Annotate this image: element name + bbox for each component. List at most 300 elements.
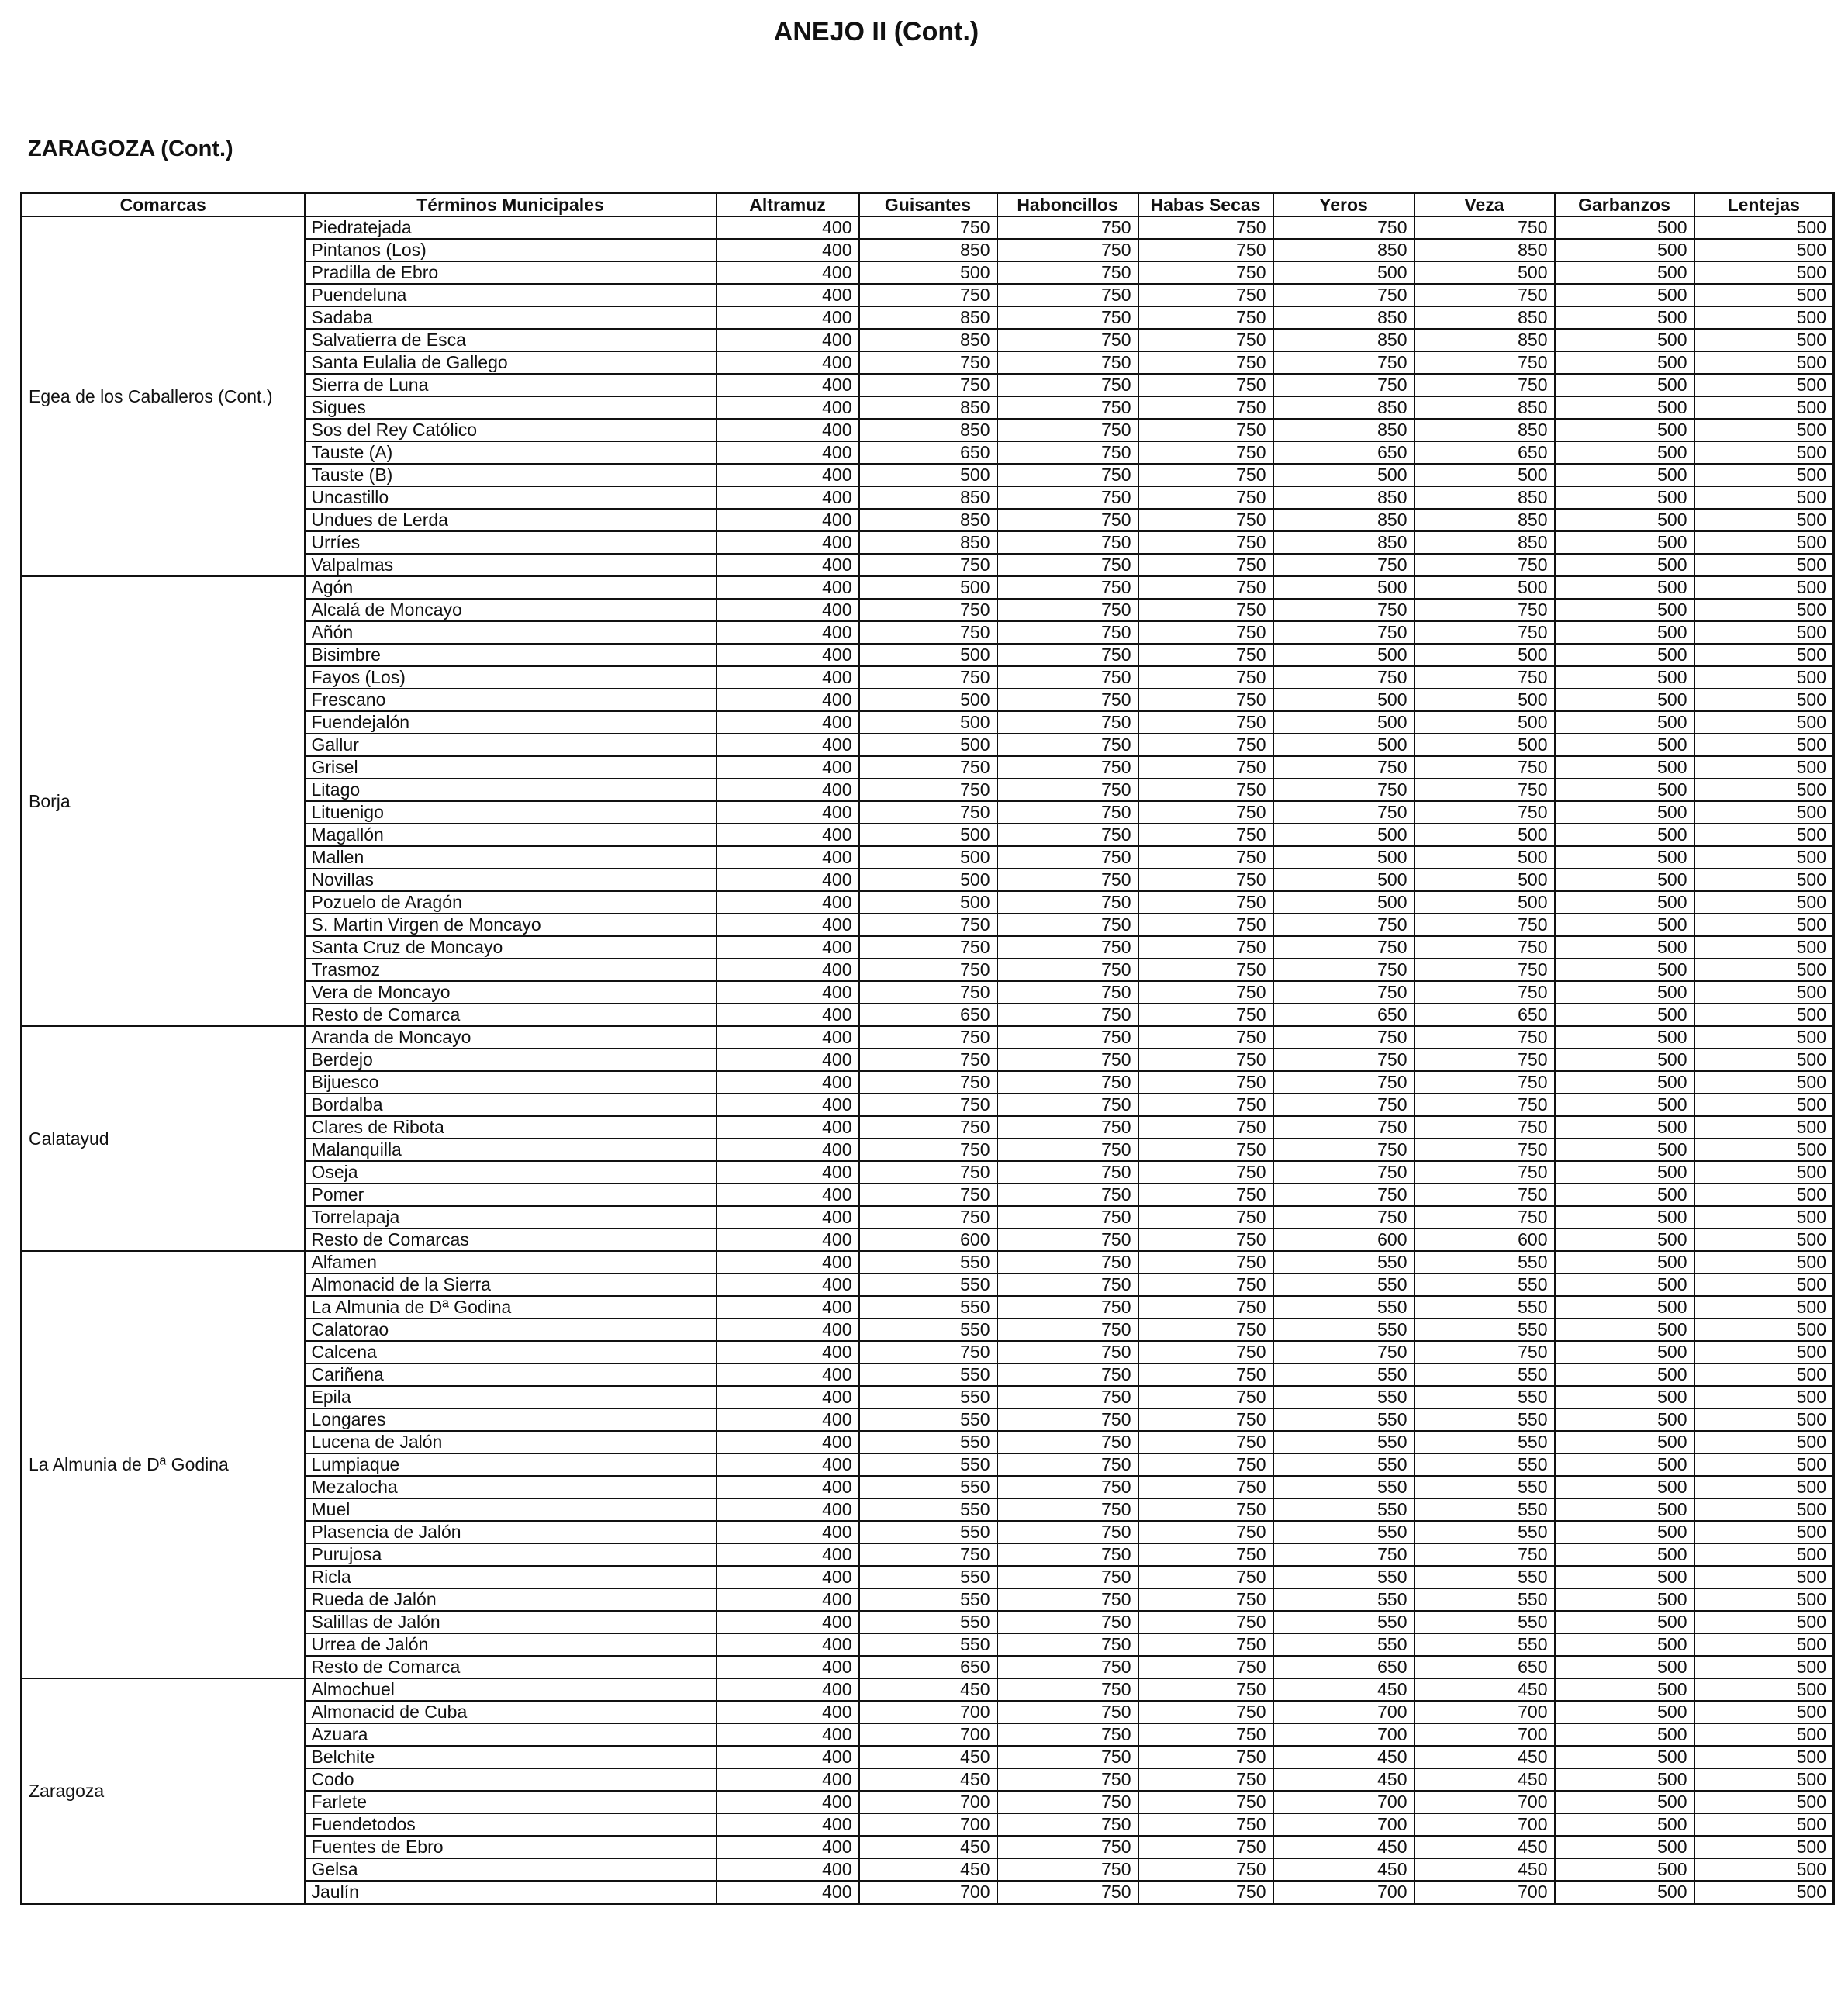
value-cell: 400 — [717, 1543, 859, 1566]
value-cell: 750 — [859, 756, 997, 779]
value-cell: 500 — [1555, 1161, 1694, 1184]
value-cell: 500 — [1273, 576, 1414, 599]
value-cell: 700 — [859, 1723, 997, 1746]
value-cell: 750 — [997, 554, 1138, 576]
value-cell: 500 — [1555, 599, 1694, 621]
value-cell: 500 — [1555, 1746, 1694, 1768]
value-cell: 750 — [997, 959, 1138, 981]
municipality-cell: Cariñena — [305, 1363, 717, 1386]
value-cell: 500 — [1694, 486, 1834, 509]
value-cell: 700 — [859, 1791, 997, 1813]
value-cell: 500 — [1555, 824, 1694, 846]
value-cell: 750 — [1138, 1049, 1273, 1071]
value-cell: 400 — [717, 689, 859, 711]
municipality-cell: Longares — [305, 1408, 717, 1431]
value-cell: 500 — [1273, 464, 1414, 486]
value-cell: 600 — [1273, 1229, 1414, 1251]
value-cell: 750 — [1138, 666, 1273, 689]
municipality-cell: Salvatierra de Esca — [305, 329, 717, 351]
municipality-cell: Lituenigo — [305, 801, 717, 824]
value-cell: 750 — [1138, 509, 1273, 531]
value-cell: 400 — [717, 1274, 859, 1296]
value-cell: 500 — [1555, 1363, 1694, 1386]
table-row — [22, 1251, 1834, 1274]
municipality-cell: Belchite — [305, 1746, 717, 1768]
value-cell: 750 — [997, 644, 1138, 666]
value-cell: 450 — [859, 1678, 997, 1701]
municipality-cell: Piedratejada — [305, 216, 717, 239]
municipality-cell: Jaulín — [305, 1881, 717, 1904]
value-cell: 750 — [997, 936, 1138, 959]
column-header: Haboncillos — [997, 193, 1138, 217]
value-cell: 500 — [1555, 1318, 1694, 1341]
value-cell: 500 — [1414, 576, 1555, 599]
value-cell: 500 — [1555, 1858, 1694, 1881]
value-cell: 750 — [1138, 824, 1273, 846]
value-cell: 400 — [717, 351, 859, 374]
value-cell: 750 — [1138, 1498, 1273, 1521]
value-cell: 750 — [1414, 1139, 1555, 1161]
municipality-cell: Fayos (Los) — [305, 666, 717, 689]
value-cell: 750 — [859, 936, 997, 959]
value-cell: 550 — [1273, 1498, 1414, 1521]
value-cell: 500 — [1555, 1566, 1694, 1588]
value-cell: 750 — [859, 1543, 997, 1566]
value-cell: 500 — [859, 824, 997, 846]
value-cell: 400 — [717, 1431, 859, 1453]
value-cell: 550 — [859, 1633, 997, 1656]
value-cell: 750 — [997, 1656, 1138, 1678]
value-cell: 750 — [1273, 1116, 1414, 1139]
value-cell: 750 — [1138, 1094, 1273, 1116]
value-cell: 750 — [997, 329, 1138, 351]
value-cell: 500 — [1555, 644, 1694, 666]
value-cell: 500 — [859, 644, 997, 666]
value-cell: 500 — [1694, 554, 1834, 576]
comarca-cell: Borja — [22, 576, 305, 1026]
value-cell: 850 — [1414, 419, 1555, 441]
value-cell: 750 — [859, 981, 997, 1004]
value-cell: 500 — [1273, 711, 1414, 734]
value-cell: 750 — [1138, 1386, 1273, 1408]
value-cell: 750 — [1138, 1363, 1273, 1386]
value-cell: 750 — [1138, 1723, 1273, 1746]
value-cell: 500 — [1694, 1206, 1834, 1229]
value-cell: 750 — [997, 531, 1138, 554]
value-cell: 400 — [717, 801, 859, 824]
value-cell: 500 — [1555, 666, 1694, 689]
value-cell: 750 — [1138, 734, 1273, 756]
value-cell: 400 — [717, 554, 859, 576]
value-cell: 500 — [1694, 239, 1834, 261]
value-cell: 550 — [859, 1431, 997, 1453]
value-cell: 750 — [1138, 1678, 1273, 1701]
value-cell: 750 — [1138, 486, 1273, 509]
municipality-cell: Lumpiaque — [305, 1453, 717, 1476]
value-cell: 750 — [997, 1363, 1138, 1386]
value-cell: 550 — [1414, 1274, 1555, 1296]
municipality-cell: S. Martin Virgen de Moncayo — [305, 914, 717, 936]
value-cell: 750 — [1273, 1026, 1414, 1049]
value-cell: 750 — [997, 1566, 1138, 1588]
value-cell: 500 — [1694, 1386, 1834, 1408]
value-cell: 750 — [1138, 329, 1273, 351]
value-cell: 550 — [859, 1363, 997, 1386]
value-cell: 750 — [1138, 1543, 1273, 1566]
value-cell: 750 — [997, 486, 1138, 509]
municipality-cell: Santa Eulalia de Gallego — [305, 351, 717, 374]
value-cell: 750 — [997, 1521, 1138, 1543]
value-cell: 550 — [1273, 1476, 1414, 1498]
value-cell: 750 — [1414, 936, 1555, 959]
value-cell: 500 — [1555, 374, 1694, 396]
value-cell: 500 — [1694, 1453, 1834, 1476]
value-cell: 500 — [1555, 351, 1694, 374]
value-cell: 750 — [997, 981, 1138, 1004]
value-cell: 750 — [997, 666, 1138, 689]
value-cell: 550 — [1273, 1588, 1414, 1611]
value-cell: 750 — [997, 801, 1138, 824]
value-cell: 500 — [1694, 1813, 1834, 1836]
value-cell: 750 — [1414, 284, 1555, 306]
value-cell: 500 — [1694, 1049, 1834, 1071]
municipality-cell: Sigues — [305, 396, 717, 419]
value-cell: 750 — [859, 621, 997, 644]
municipality-cell: Bordalba — [305, 1094, 717, 1116]
value-cell: 400 — [717, 374, 859, 396]
value-cell: 500 — [1555, 1813, 1694, 1836]
municipality-cell: Novillas — [305, 869, 717, 891]
value-cell: 500 — [1555, 1701, 1694, 1723]
value-cell: 750 — [1138, 1408, 1273, 1431]
value-cell: 500 — [1694, 464, 1834, 486]
value-cell: 750 — [1138, 1184, 1273, 1206]
column-header: Comarcas — [22, 193, 305, 217]
value-cell: 500 — [1694, 959, 1834, 981]
value-cell: 750 — [1273, 621, 1414, 644]
value-cell: 500 — [1555, 1274, 1694, 1296]
value-cell: 500 — [1694, 1566, 1834, 1588]
municipality-cell: Farlete — [305, 1791, 717, 1813]
value-cell: 550 — [859, 1453, 997, 1476]
value-cell: 850 — [859, 396, 997, 419]
value-cell: 400 — [717, 1318, 859, 1341]
value-cell: 500 — [1694, 1116, 1834, 1139]
value-cell: 750 — [859, 374, 997, 396]
value-cell: 750 — [1414, 779, 1555, 801]
value-cell: 750 — [1273, 1206, 1414, 1229]
value-cell: 500 — [1694, 1161, 1834, 1184]
municipality-cell: Alcalá de Moncayo — [305, 599, 717, 621]
value-cell: 750 — [997, 1318, 1138, 1341]
value-cell: 750 — [1138, 1071, 1273, 1094]
value-cell: 750 — [997, 351, 1138, 374]
value-cell: 500 — [1555, 486, 1694, 509]
municipality-cell: Pradilla de Ebro — [305, 261, 717, 284]
value-cell: 400 — [717, 1701, 859, 1723]
municipality-cell: Resto de Comarca — [305, 1004, 717, 1026]
value-cell: 750 — [1414, 374, 1555, 396]
municipality-cell: Torrelapaja — [305, 1206, 717, 1229]
value-cell: 750 — [1273, 216, 1414, 239]
value-cell: 750 — [997, 1543, 1138, 1566]
value-cell: 550 — [1414, 1476, 1555, 1498]
value-cell: 550 — [1273, 1296, 1414, 1318]
value-cell: 400 — [717, 846, 859, 869]
value-cell: 750 — [997, 1161, 1138, 1184]
value-cell: 750 — [1273, 1071, 1414, 1094]
value-cell: 450 — [1273, 1858, 1414, 1881]
municipality-cell: Gallur — [305, 734, 717, 756]
value-cell: 550 — [1273, 1521, 1414, 1543]
municipality-cell: Vera de Moncayo — [305, 981, 717, 1004]
municipality-cell: Valpalmas — [305, 554, 717, 576]
value-cell: 700 — [1273, 1881, 1414, 1904]
municipality-cell: Pintanos (Los) — [305, 239, 717, 261]
value-cell: 550 — [1273, 1566, 1414, 1588]
value-cell: 550 — [1414, 1498, 1555, 1521]
value-cell: 750 — [859, 554, 997, 576]
value-cell: 750 — [1414, 1116, 1555, 1139]
value-cell: 400 — [717, 981, 859, 1004]
municipality-cell: Calcena — [305, 1341, 717, 1363]
value-cell: 750 — [1138, 1116, 1273, 1139]
value-cell: 500 — [1555, 1116, 1694, 1139]
value-cell: 600 — [859, 1229, 997, 1251]
value-cell: 500 — [1555, 1206, 1694, 1229]
value-cell: 500 — [1555, 1476, 1694, 1498]
value-cell: 500 — [1414, 846, 1555, 869]
municipality-cell: Malanquilla — [305, 1139, 717, 1161]
value-cell: 750 — [1138, 869, 1273, 891]
municipality-cell: Salillas de Jalón — [305, 1611, 717, 1633]
value-cell: 750 — [997, 1453, 1138, 1476]
value-cell: 850 — [859, 329, 997, 351]
value-cell: 400 — [717, 1588, 859, 1611]
municipality-cell: Rueda de Jalón — [305, 1588, 717, 1611]
value-cell: 850 — [1414, 306, 1555, 329]
yield-table — [20, 192, 1835, 1905]
value-cell: 750 — [859, 1161, 997, 1184]
value-cell: 750 — [1273, 801, 1414, 824]
municipality-cell: Almochuel — [305, 1678, 717, 1701]
municipality-cell: Fuendetodos — [305, 1813, 717, 1836]
value-cell: 400 — [717, 1004, 859, 1026]
value-cell: 500 — [1555, 239, 1694, 261]
value-cell: 400 — [717, 261, 859, 284]
value-cell: 750 — [1414, 1049, 1555, 1071]
value-cell: 400 — [717, 644, 859, 666]
value-cell: 500 — [1414, 464, 1555, 486]
value-cell: 750 — [997, 1611, 1138, 1633]
value-cell: 850 — [1273, 329, 1414, 351]
value-cell: 750 — [1273, 666, 1414, 689]
value-cell: 750 — [1414, 959, 1555, 981]
value-cell: 750 — [1273, 1094, 1414, 1116]
value-cell: 550 — [859, 1274, 997, 1296]
value-cell: 500 — [1694, 1318, 1834, 1341]
value-cell: 400 — [717, 1678, 859, 1701]
value-cell: 400 — [717, 1746, 859, 1768]
value-cell: 400 — [717, 621, 859, 644]
value-cell: 850 — [1273, 531, 1414, 554]
value-cell: 750 — [859, 351, 997, 374]
value-cell: 750 — [1138, 441, 1273, 464]
municipality-cell: Clares de Ribota — [305, 1116, 717, 1139]
value-cell: 750 — [997, 599, 1138, 621]
value-cell: 500 — [1555, 734, 1694, 756]
value-cell: 750 — [1138, 1633, 1273, 1656]
value-cell: 750 — [1414, 1094, 1555, 1116]
municipality-cell: Mallen — [305, 846, 717, 869]
value-cell: 450 — [1414, 1836, 1555, 1858]
value-cell: 500 — [1555, 1498, 1694, 1521]
value-cell: 650 — [859, 1656, 997, 1678]
value-cell: 500 — [1694, 306, 1834, 329]
value-cell: 400 — [717, 891, 859, 914]
value-cell: 500 — [1694, 779, 1834, 801]
municipality-cell: Lucena de Jalón — [305, 1431, 717, 1453]
value-cell: 750 — [1138, 419, 1273, 441]
value-cell: 500 — [1555, 1251, 1694, 1274]
value-cell: 500 — [1555, 959, 1694, 981]
value-cell: 750 — [997, 464, 1138, 486]
value-cell: 500 — [1273, 846, 1414, 869]
value-cell: 750 — [1414, 1543, 1555, 1566]
value-cell: 500 — [1273, 869, 1414, 891]
value-cell: 500 — [1694, 1498, 1834, 1521]
value-cell: 750 — [1138, 1251, 1273, 1274]
value-cell: 500 — [1555, 1611, 1694, 1633]
value-cell: 750 — [997, 239, 1138, 261]
value-cell: 400 — [717, 599, 859, 621]
value-cell: 500 — [1555, 396, 1694, 419]
value-cell: 750 — [1414, 1341, 1555, 1363]
value-cell: 750 — [997, 1836, 1138, 1858]
value-cell: 450 — [1414, 1858, 1555, 1881]
table-row — [22, 576, 1834, 599]
value-cell: 750 — [1273, 554, 1414, 576]
value-cell: 750 — [1414, 914, 1555, 936]
value-cell: 400 — [717, 419, 859, 441]
value-cell: 500 — [859, 869, 997, 891]
value-cell: 450 — [859, 1768, 997, 1791]
municipality-cell: Añón — [305, 621, 717, 644]
value-cell: 500 — [1694, 1229, 1834, 1251]
value-cell: 750 — [1138, 1004, 1273, 1026]
value-cell: 750 — [1138, 599, 1273, 621]
value-cell: 750 — [1138, 531, 1273, 554]
value-cell: 500 — [1555, 914, 1694, 936]
value-cell: 750 — [997, 1431, 1138, 1453]
value-cell: 400 — [717, 914, 859, 936]
value-cell: 500 — [1555, 1296, 1694, 1318]
value-cell: 400 — [717, 1184, 859, 1206]
municipality-cell: Berdejo — [305, 1049, 717, 1071]
municipality-cell: Plasencia de Jalón — [305, 1521, 717, 1543]
value-cell: 750 — [997, 1274, 1138, 1296]
value-cell: 500 — [1273, 891, 1414, 914]
value-cell: 750 — [1138, 396, 1273, 419]
value-cell: 500 — [1694, 1521, 1834, 1543]
value-cell: 400 — [717, 329, 859, 351]
column-header: Veza — [1414, 193, 1555, 217]
value-cell: 500 — [1555, 1723, 1694, 1746]
value-cell: 750 — [997, 824, 1138, 846]
value-cell: 750 — [997, 1881, 1138, 1904]
value-cell: 750 — [1138, 644, 1273, 666]
value-cell: 750 — [1138, 1701, 1273, 1723]
value-cell: 400 — [717, 239, 859, 261]
value-cell: 700 — [1414, 1791, 1555, 1813]
value-cell: 500 — [1694, 419, 1834, 441]
value-cell: 500 — [1555, 1049, 1694, 1071]
value-cell: 500 — [1555, 1184, 1694, 1206]
value-cell: 750 — [997, 1768, 1138, 1791]
value-cell: 500 — [1555, 756, 1694, 779]
value-cell: 750 — [859, 1071, 997, 1094]
value-cell: 750 — [1138, 959, 1273, 981]
value-cell: 750 — [1138, 1791, 1273, 1813]
value-cell: 500 — [1555, 509, 1694, 531]
value-cell: 650 — [1273, 1004, 1414, 1026]
value-cell: 500 — [1694, 1768, 1834, 1791]
value-cell: 500 — [859, 846, 997, 869]
value-cell: 750 — [1273, 959, 1414, 981]
value-cell: 500 — [1555, 621, 1694, 644]
value-cell: 750 — [997, 1723, 1138, 1746]
value-cell: 750 — [997, 374, 1138, 396]
value-cell: 500 — [1694, 1701, 1834, 1723]
value-cell: 750 — [1138, 576, 1273, 599]
value-cell: 750 — [1138, 711, 1273, 734]
value-cell: 400 — [717, 959, 859, 981]
value-cell: 750 — [1138, 1588, 1273, 1611]
value-cell: 750 — [1414, 1184, 1555, 1206]
value-cell: 500 — [1694, 734, 1834, 756]
value-cell: 400 — [717, 1791, 859, 1813]
value-cell: 550 — [1414, 1408, 1555, 1431]
value-cell: 500 — [1555, 891, 1694, 914]
value-cell: 750 — [997, 1701, 1138, 1723]
value-cell: 750 — [859, 216, 997, 239]
value-cell: 750 — [1138, 1746, 1273, 1768]
value-cell: 500 — [1694, 756, 1834, 779]
value-cell: 500 — [1694, 1251, 1834, 1274]
value-cell: 500 — [1555, 1408, 1694, 1431]
value-cell: 400 — [717, 1633, 859, 1656]
value-cell: 400 — [717, 1836, 859, 1858]
value-cell: 500 — [1694, 1363, 1834, 1386]
value-cell: 500 — [1694, 329, 1834, 351]
municipality-cell: Grisel — [305, 756, 717, 779]
value-cell: 400 — [717, 576, 859, 599]
value-cell: 500 — [1694, 1139, 1834, 1161]
value-cell: 750 — [1138, 284, 1273, 306]
value-cell: 750 — [997, 1049, 1138, 1071]
value-cell: 500 — [1414, 869, 1555, 891]
value-cell: 500 — [1694, 531, 1834, 554]
value-cell: 500 — [1694, 1611, 1834, 1633]
value-cell: 850 — [1273, 486, 1414, 509]
value-cell: 550 — [859, 1251, 997, 1274]
value-cell: 550 — [1273, 1274, 1414, 1296]
value-cell: 550 — [1414, 1251, 1555, 1274]
value-cell: 750 — [997, 756, 1138, 779]
value-cell: 750 — [1138, 846, 1273, 869]
value-cell: 700 — [1414, 1701, 1555, 1723]
value-cell: 500 — [1694, 1723, 1834, 1746]
